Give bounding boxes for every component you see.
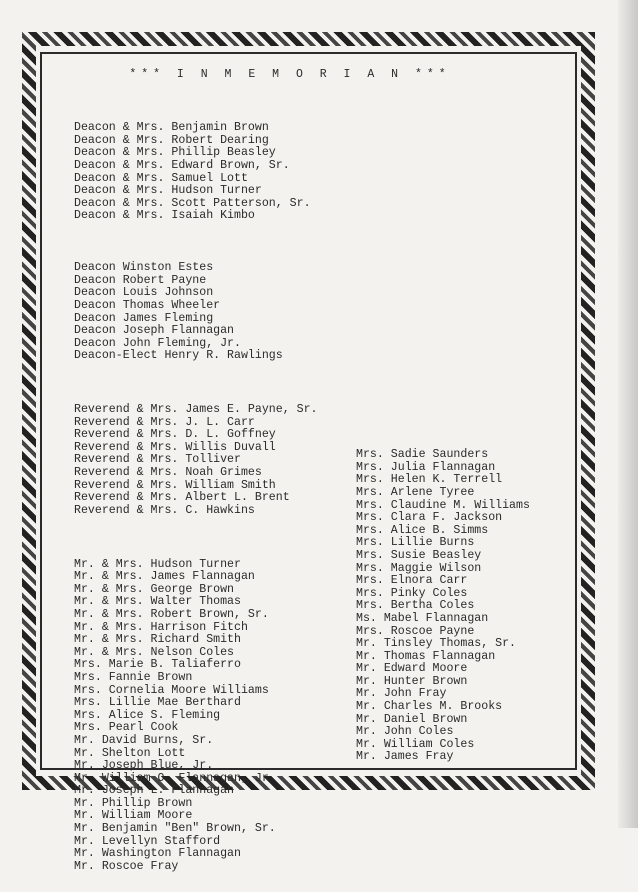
memorial-name-entry: Deacon & Mrs. Scott Patterson, Sr. [74,196,311,210]
memorial-name-entry: Mr. & Mrs. Nelson Coles [74,645,235,659]
memorial-name-entry: Mr. & Mrs. Harrison Fitch [74,620,248,634]
memorial-name-entry: Mrs. Clara F. Jackson [356,511,503,525]
memorial-name-entry: Mr. & Mrs. Hudson Turner [74,557,241,571]
memorial-name-entry: Mrs. Julia Flannagan [356,460,496,474]
memorial-name-entry: Deacon-Elect Henry R. Rawlings [74,349,283,363]
memorial-name-entry: Deacon Winston Estes [74,261,214,275]
memorial-name-entry: Mr. Thomas Flannagan [356,649,496,663]
memorial-name-entry: Mr. Phillip Brown [74,796,193,810]
memorial-name-entry: Mr. Joseph L. Flannagan [74,784,235,798]
memorial-name-entry: Mr. Daniel Brown [356,712,468,726]
memorial-name-entry: Deacon & Mrs. Phillip Beasley [74,146,276,160]
memorial-name-entry: Mr. Washington Flannagan [74,847,241,861]
memorial-name-entry: Reverend & Mrs. Willis Duvall [74,440,276,454]
memorial-name-entry: Deacon & Mrs. Benjamin Brown [74,121,269,135]
memorial-name-entry: Deacon Joseph Flannagan [74,324,235,338]
memorial-name-entry: Mrs. Maggie Wilson [356,561,482,575]
memorial-name-entry: Reverend & Mrs. Tolliver [74,453,241,467]
memorial-name-entry: Deacon John Fleming, Jr. [74,336,241,350]
memorial-name-entry: Mrs. Cornelia Moore Williams [74,683,269,697]
memorial-name-entry: Ms. Mabel Flannagan [356,611,489,625]
memorial-name-entry: Mr. Roscoe Fray [74,859,179,873]
memorial-name-entry: Mr. John Coles [356,725,454,739]
memorial-name-entry: Reverend & Mrs. William Smith [74,478,276,492]
memorial-name-entry: Mr. & Mrs. Richard Smith [74,633,241,647]
memorial-name-entry: Reverend & Mrs. J. L. Carr [74,415,255,429]
memorial-name-entry: Mr. & Mrs. George Brown [74,582,235,596]
page-heading: *** I N M E M O R I A N *** [129,68,451,81]
memorial-name-entry: Deacon & Mrs. Isaiah Kimbo [74,209,255,223]
memorial-name-entry: Deacon Louis Johnson [74,286,214,300]
memorial-name-entry: Mrs. Claudine M. Williams [356,498,530,512]
memorial-name-entry: Mr. Shelton Lott [74,746,186,760]
memorial-name-entry: Deacon Robert Payne [74,273,207,287]
memorial-name-entry: Reverend & Mrs. Albert L. Brent [74,491,290,505]
memorial-name-entry: Mrs. Susie Beasley [356,548,482,562]
memorial-name-entry: Mrs. Elnora Carr [356,574,468,588]
memorial-name-entry: Mr. & Mrs. Robert Brown, Sr. [74,607,269,621]
memorial-name-entry: Mrs. Bertha Coles [356,599,475,613]
memorial-name-entry: Deacon & Mrs. Edward Brown, Sr. [74,158,290,172]
memorial-name-entry: Mrs. Alice B. Simms [356,523,489,537]
memorial-name-entry: Mr. Benjamin "Ben" Brown, Sr. [74,822,276,836]
memorial-name-entry: Mrs. Alice S. Fleming [74,708,221,722]
memorial-name-entry: Mrs. Marie B. Taliaferro [74,658,241,672]
memorial-name-entry: Reverend & Mrs. James E. Payne, Sr. [74,403,318,417]
members-right-column [356,424,530,783]
memorial-name-entry: Mr. Joseph Blue, Jr. [74,759,214,773]
memorial-name-entry: Deacon James Fleming [74,311,214,325]
memorial-name-entry: Mrs. Arlene Tyree [356,485,475,499]
deacon-couples-list [74,97,318,892]
memorial-name-entry: Deacon & Mrs. Hudson Turner [74,184,262,198]
memorial-name-entry: Mr. Levellyn Stafford [74,834,221,848]
memorial-name-entry: Mr. & Mrs. Walter Thomas [74,595,241,609]
memorial-name-entry: Deacon Thomas Wheeler [74,298,221,312]
memorial-name-entry: Mr. & Mrs. James Flannagan [74,570,255,584]
memorial-name-entry: Mr. Hunter Brown [356,674,468,688]
memorial-name-entry: Mrs. Pearl Cook [74,721,179,735]
memorial-name-entry: Mrs. Fannie Brown [74,670,193,684]
memorial-name-entry: Mrs. Pinky Coles [356,586,468,600]
memorial-name-entry: Reverend & Mrs. Noah Grimes [74,466,262,480]
memorial-name-entry: Mr. William Moore [74,809,193,823]
page-edge-shadow [618,0,638,828]
memorial-name-entry: Reverend & Mrs. D. L. Goffney [74,428,276,442]
memorial-name-entry: Mr. William Coles [356,737,475,751]
memorial-name-entry: Mrs. Lillie Mae Berthard [74,696,241,710]
memorial-name-entry: Reverend & Mrs. C. Hawkins [74,503,255,517]
memorial-name-entry: Deacon & Mrs. Robert Dearing [74,133,269,147]
memorial-name-entry: Deacon & Mrs. Samuel Lott [74,171,248,185]
memorial-name-entry: Mr. David Burns, Sr. [74,733,214,747]
memorial-name-entry: Mr. Tinsley Thomas, Sr. [356,637,517,651]
memorial-name-entry: Mr. William O. Flannagan, Jr. [74,771,276,785]
memorial-name-entry: Mr. Charles M. Brooks [356,700,503,714]
memorial-name-entry: Mrs. Lillie Burns [356,536,475,550]
memorial-name-entry: Mr. James Fray [356,750,454,764]
memorial-name-entry: Mrs. Sadie Saunders [356,448,489,462]
memorial-name-entry: Mr. Edward Moore [356,662,468,676]
memorial-name-entry: Mrs. Roscoe Payne [356,624,475,638]
memorial-name-entry: Mr. John Fray [356,687,447,701]
memorial-name-entry: Mrs. Helen K. Terrell [356,473,503,487]
